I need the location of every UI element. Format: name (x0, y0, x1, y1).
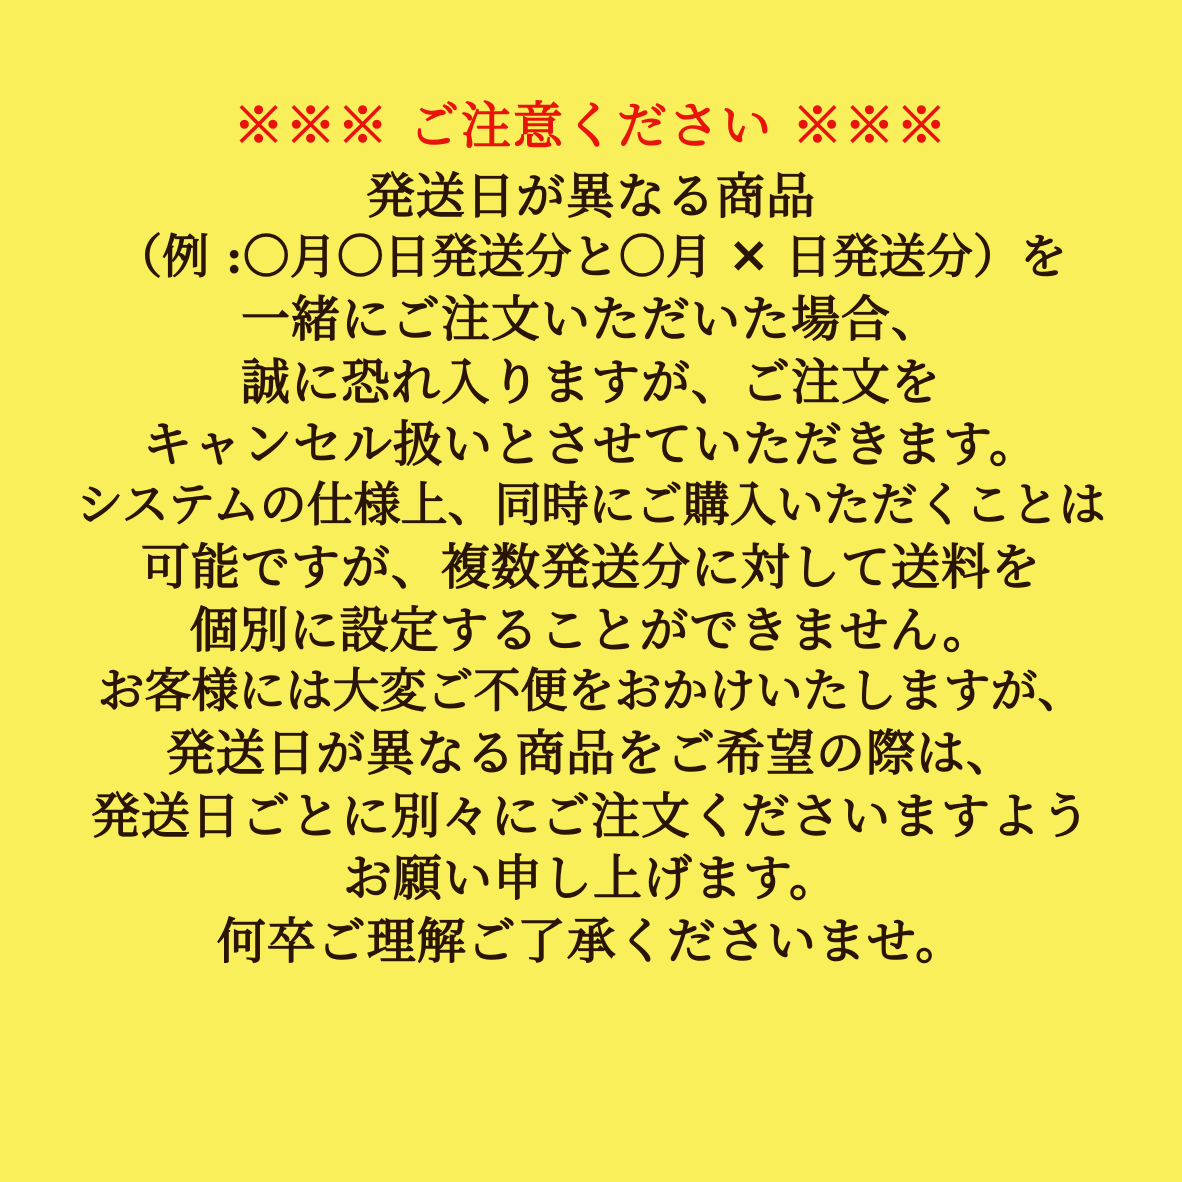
notice-line: 可能ですが、複数発送分に対して送料を (140, 538, 1041, 597)
notice-line: お願い申し上げます。 (342, 849, 840, 908)
notice-line: 発送日が異なる商品 (365, 167, 816, 225)
notice-line: （例 :〇月〇日発送分と〇月 ✕ 日発送分）を (115, 229, 1067, 285)
notice-line: システムの仕様上、同時にご購入いただくことは (76, 478, 1106, 534)
notice-line: 一緒にご注文いただいた場合、 (240, 289, 941, 348)
notice-line: 発送日が異なる商品をご希望の際は、 (165, 723, 1016, 782)
notice-line: 個別に設定することができません。 (189, 600, 993, 659)
notice-heading: ※※※ ご注意ください ※※※ (233, 96, 949, 155)
notice-line: 何卒ご理解ご了承くださいませ。 (216, 911, 966, 970)
notice-line: キャンセル扱いとさせていただきます。 (142, 415, 1040, 474)
notice-line: 誠に恐れ入りますが、ご注文を (240, 352, 941, 411)
notice-body (31, 165, 1151, 973)
notice-line: お客様には大変ご不便をおかけいたしますが、 (97, 663, 1085, 719)
notice-line: 発送日ごとに別々にご注文くださいますよう (90, 786, 1091, 845)
